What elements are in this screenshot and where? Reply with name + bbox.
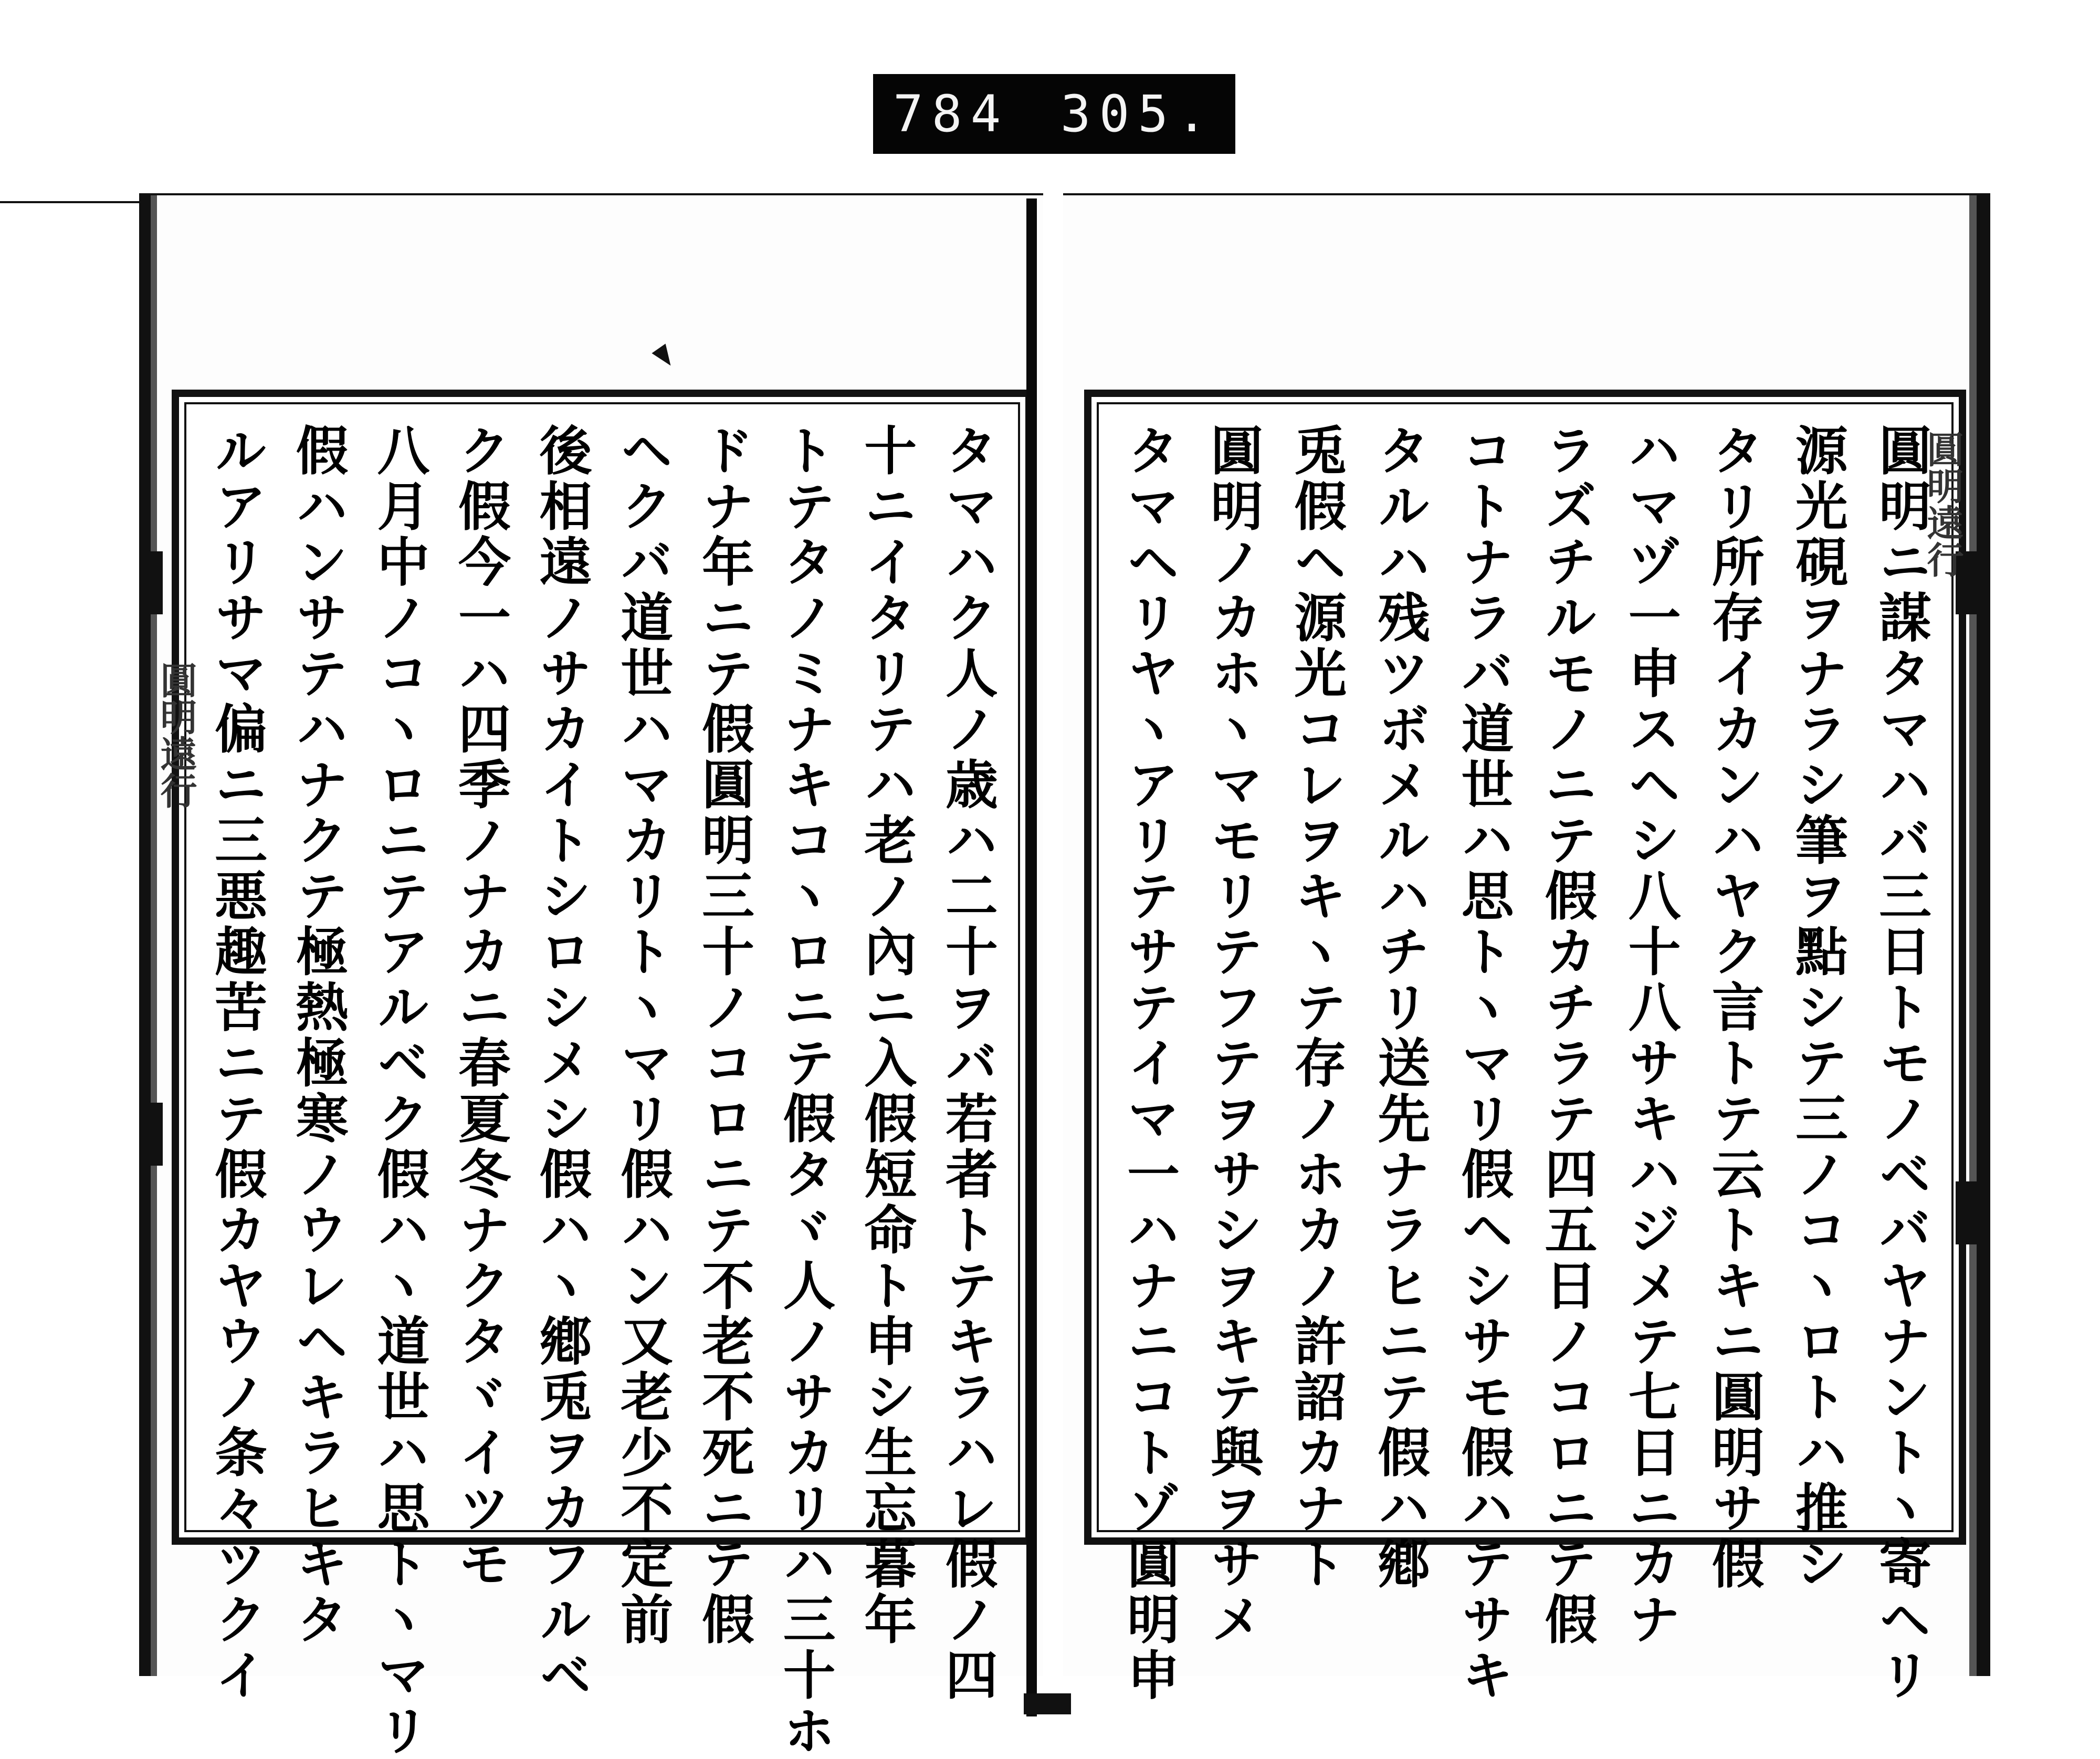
- page-edge-tab: [1956, 1181, 1977, 1244]
- text-column: 圓明ニ謀タマハバ三日トモノベバヤナントヽ寄ヘリ: [1870, 423, 1932, 1703]
- text-column: ドナ年ニテ假圓明三十ノコロニテ不老不死ニテ假: [692, 423, 755, 1648]
- left-text-frame: [172, 390, 1033, 1759]
- text-column: タリ所存イカンハヤク言トテ云トキニ圓明サ假: [1703, 423, 1765, 1592]
- text-column: トテタノミナキコヽロニテ假タヾ人ノサカリハ三十ホ: [774, 423, 836, 1759]
- binding-mark: [1024, 1693, 1071, 1714]
- text-column: タルハ残ツボメルハチリ送先ナラヒニテ假ハ鄕: [1369, 423, 1431, 1592]
- text-column: 兎假ヘ源光コレヲキヽテ存ノホカノ許詔カナト: [1285, 423, 1348, 1592]
- text-column: 八月中ノコヽロニテアルベク假ハヽ道世ハ思トヽマリ: [368, 423, 430, 1759]
- text-column: タマハク人ノ歳ハ二十ヲバ若者トテキラハレ假ノ四: [936, 423, 999, 1703]
- shelf-label-left: 784: [893, 85, 1010, 143]
- right-text-frame: [1084, 390, 1966, 1703]
- edge-hairline: [0, 201, 142, 203]
- text-column: 圓明ノカホヽマモリテフテヲサシヲキテ與ヲサメ: [1202, 423, 1264, 1648]
- shelf-label: [873, 74, 1235, 154]
- text-column: タマヘリヤヽアリテサテイマ一ハナニコトゾ圓明申: [1118, 423, 1180, 1703]
- text-column: 源光硯ヲナラシ筆ヲ點シテ三ノコヽロトハ推シ: [1786, 423, 1849, 1592]
- left-running-title: 圓明遠行: [154, 662, 198, 809]
- text-column: ク假今一ハ四季ノナカニ春夏冬ナクタヾイツモ: [449, 423, 511, 1592]
- text-column: ルアリサマ偏ニ三悪趣苦ニテ假カヤウノ条々ツクイ: [206, 423, 268, 1703]
- right-page: [1063, 193, 1990, 1703]
- text-column: ヘクバ道世ハマカリトヽマリ假ハン又老少不定前: [612, 423, 674, 1648]
- left-text-block: [206, 423, 999, 1759]
- page-edge-tab: [142, 1103, 163, 1166]
- open-book: [139, 193, 1982, 1759]
- right-running-title: 圓明遠行: [1921, 431, 1965, 578]
- shelf-label-right: 305.: [1060, 85, 1215, 143]
- text-column: 假ハンサテハナクテ極熱極寒ノウレヘキラヒキタ: [287, 423, 349, 1648]
- book-gutter: [1026, 198, 1037, 1716]
- text-column: ラズチルモノニテ假カチラテ四五日ノコロニテ假: [1536, 423, 1598, 1648]
- left-page: [139, 193, 1043, 1759]
- page-edge-tab: [142, 551, 163, 614]
- text-column: コトナラバ道世ハ思トヽマリ假ヘシサモ假ハテサキ: [1452, 423, 1515, 1703]
- text-column: ハマヅ一申スヘシ八十八サキハジメテ七日ニカナ: [1619, 423, 1682, 1648]
- text-column: 十ニイタリテハ老ノ內ニ入假短命ト申シ生忘暮年: [855, 423, 918, 1648]
- right-text-block: [1118, 423, 1932, 1703]
- text-column: 後相遠ノサカイトシロシメシ假ハヽ鄕兎ヲカフルベ: [530, 423, 593, 1703]
